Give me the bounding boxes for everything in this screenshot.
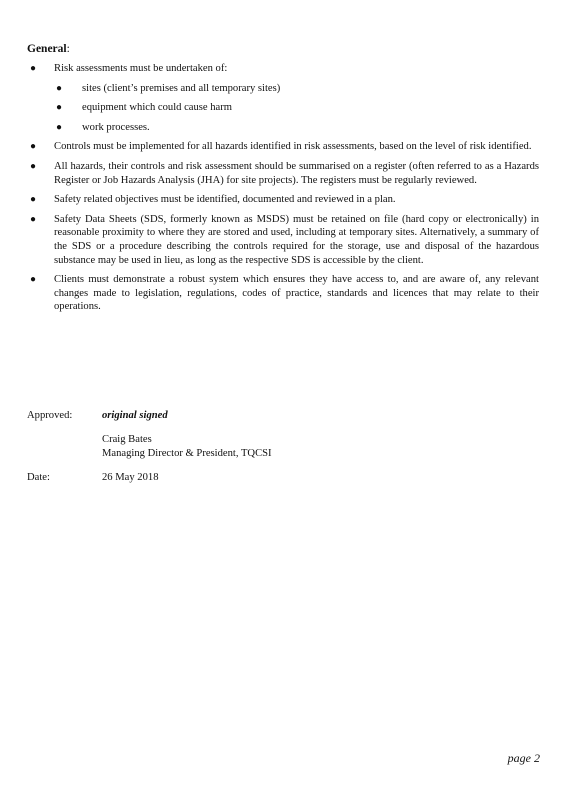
list-item-text: Safety related objectives must be identified, documented and reviewed in a plan. (54, 194, 396, 206)
bullet-icon: ● (30, 63, 37, 74)
approved-label: Approved: (27, 410, 73, 421)
page-number: page 2 (507, 751, 540, 765)
signatory-title: Managing Director & President, TQCSI (102, 448, 272, 459)
list-item (27, 213, 539, 267)
list-item (27, 273, 539, 314)
list-item-text: Risk assessments must be undertaken of: (54, 63, 228, 74)
signature-text: original signed (102, 410, 168, 421)
requirements-list (27, 62, 539, 320)
list-item-text: Clients must demonstrate a robust system which ensures they have access to, and are aware of, any relevant changes made to legislation, regulations, codes of practice, standards and licences that may relate to their operations. (54, 274, 539, 313)
date-row (27, 471, 427, 485)
date-label: Date: (27, 472, 50, 483)
signatory-title-row (27, 447, 427, 461)
section-heading (27, 43, 70, 57)
bullet-icon: ● (56, 102, 63, 114)
list-item-text: Safety Data Sheets (SDS, formerly known as MSDS) must be retained on file (hard copy or electronically) in reasonable proximity to where they are stored and used, including at temporary sites. Alternatively, a summary of the SDS or a procedure describing the controls required for the storage, use and disposal of the hazardous substance may be used in lieu, as long as the respective SDS is accessible by the client. (54, 213, 539, 266)
date-value: 26 May 2018 (102, 472, 159, 483)
sub-list-item-text: work processes. (82, 121, 150, 133)
sub-list-item (54, 101, 539, 115)
sub-list-item (54, 121, 539, 135)
bullet-icon: ● (30, 194, 37, 206)
bullet-icon: ● (56, 82, 63, 94)
bullet-icon: ● (30, 213, 37, 225)
sub-list (54, 82, 539, 135)
list-item (27, 193, 539, 207)
sub-list-item (54, 82, 539, 96)
heading-colon: : (66, 43, 70, 55)
sub-list-item-text: sites (client’s premises and all temporary sites) (82, 82, 281, 94)
bullet-icon: ● (30, 274, 37, 286)
approved-row (27, 409, 427, 423)
signatory-name: Craig Bates (102, 434, 152, 445)
list-item (27, 140, 539, 154)
list-item (27, 62, 539, 134)
list-item (27, 160, 539, 187)
bullet-icon: ● (30, 160, 37, 172)
list-item-text: All hazards, their controls and risk assessment should be summarised on a register (often referred to as a Hazards Register or Job Hazards Analysis (JHA) for site projects). The registers must be regularly reviewed. (54, 160, 539, 186)
section-title: General (27, 43, 67, 55)
bullet-icon: ● (30, 141, 37, 153)
bullet-icon: ● (56, 121, 63, 133)
signatory-name-row (27, 433, 427, 447)
list-item-text: Controls must be implemented for all hazards identified in risk assessments, based on the level of risk identified. (54, 141, 532, 153)
sub-list-item-text: equipment which could cause harm (82, 102, 233, 114)
approval-block (27, 409, 427, 485)
